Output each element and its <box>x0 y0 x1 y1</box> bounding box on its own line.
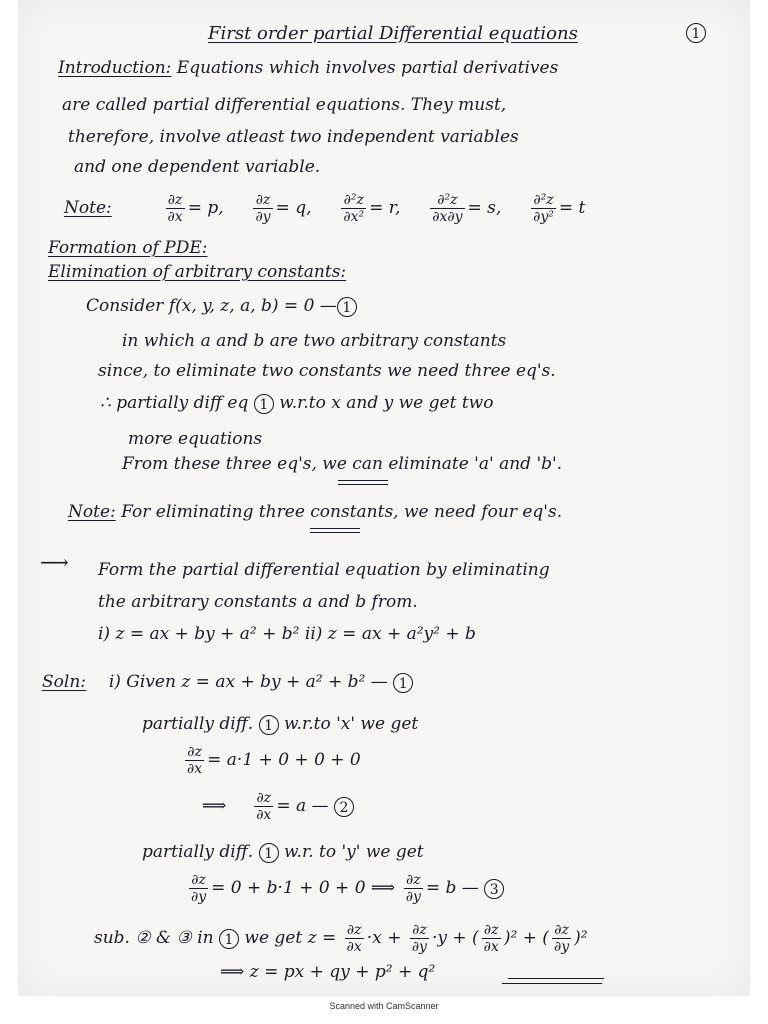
notation-s: $\frac{\text{∂²z}}{\partial x\partial y}$ <box>432 192 463 225</box>
solution-line-1: Soln: i) Given z = ax + by + a² + b² — 1 <box>42 672 413 693</box>
underline-mark <box>338 484 388 485</box>
solution-line-3: $\frac{\partial z}{\partial x}$ = a·1 + 0 + 0 + 0 <box>187 744 361 777</box>
intro-heading: Introduction: <box>58 58 172 78</box>
elimination-heading: Elimination of arbitrary constants: <box>48 262 347 282</box>
arrow-icon: ⟶ <box>40 550 69 574</box>
page-number: 1 <box>686 22 706 43</box>
notation-r: $\frac{\text{∂²z}}{\text{∂x²}}$ <box>343 192 365 225</box>
notation-q: $\frac{\partial z}{\partial y}$ <box>255 192 271 225</box>
solution-line-7: sub. ② & ③ in 1 we get z = $\frac{\partial z}{\partial x}$ ·x + $\frac{\partial z}{\partial y}$ ·y + ( $\frac{\partial z}{\partial x}$ )² + ( $\frac{\partial z}{\partial y}$ )² <box>94 922 588 955</box>
formation-heading: Formation of PDE: <box>48 238 208 258</box>
underline-mark <box>508 978 604 979</box>
underline-mark <box>310 528 360 529</box>
problem-line-1: Form the partial differential equation by eliminating <box>98 560 550 580</box>
page-title: First order partial Differential equations <box>208 23 578 44</box>
underline-mark <box>502 983 602 984</box>
soln-label: Soln: <box>42 672 86 692</box>
solution-line-5: partially diff. 1 w.r. to 'y' we get <box>142 842 424 862</box>
solution-line-2: partially diff. 1 w.r.to 'x' we get <box>142 714 419 734</box>
more-equations-line: more equations <box>128 429 263 449</box>
underline-mark <box>310 532 360 533</box>
notation-t: $\frac{\text{∂²z}}{\text{∂y²}}$ <box>533 192 554 225</box>
consider-line: Consider f(x, y, z, a, b) = 0 — 1 <box>86 296 357 317</box>
note-four-eqs: Note: For eliminating three constants, we need four eq's. <box>68 502 563 522</box>
problem-line-2: the arbitrary constants a and b from. <box>98 592 418 612</box>
notation-p: $\frac{\partial z}{\partial x}$ <box>167 192 183 225</box>
since-line: since, to eliminate two constants we need three eq's. <box>98 361 556 381</box>
eq-1-marker: 1 <box>337 297 357 317</box>
solution-line-6: $\frac{\partial z}{\partial y}$ = 0 + b·1 + 0 + 0 ⟹ $\frac{\partial z}{\partial y}$ = b — 3 <box>186 872 504 905</box>
intro-line-2: are called partial differential equations. They must, <box>62 95 507 115</box>
from-these-line: From these three eq's, we can eliminate 'a' and 'b'. <box>122 454 563 474</box>
solution-line-8: ⟹ z = px + qy + p² + q² <box>220 962 436 982</box>
in-which-line: in which a and b are two arbitrary constants <box>122 331 507 351</box>
intro-line-1: Introduction: Equations which involves partial derivatives <box>58 58 559 78</box>
underline-mark <box>338 480 388 481</box>
intro-line-3: therefore, involve atleast two independent variables <box>68 127 519 147</box>
note-notation: Note: $\frac{\partial z}{\partial x}$ = p, $\frac{\partial z}{\partial y}$ = q, $\frac{\text{∂²z}}{\text{∂x²}}$ = r, $\frac{\text{∂²z}}{\partial x\partial y}$ = s, $\frac{\text{∂²z}}{\text{∂y²}}$ = t <box>64 192 586 225</box>
intro-line-4: and one dependent variable. <box>74 157 321 177</box>
notebook-page <box>18 0 750 996</box>
scanner-watermark: Scanned with CamScanner <box>329 1001 439 1011</box>
partially-line: ∴ partially diff eq 1 w.r.to x and y we get two <box>100 393 494 413</box>
solution-line-4: ⟹ $\frac{\partial z}{\partial x}$ = a — 2 <box>202 790 354 823</box>
note-label: Note: <box>64 198 112 218</box>
problem-line-3: i) z = ax + by + a² + b² ii) z = ax + a²y² + b <box>98 624 476 644</box>
